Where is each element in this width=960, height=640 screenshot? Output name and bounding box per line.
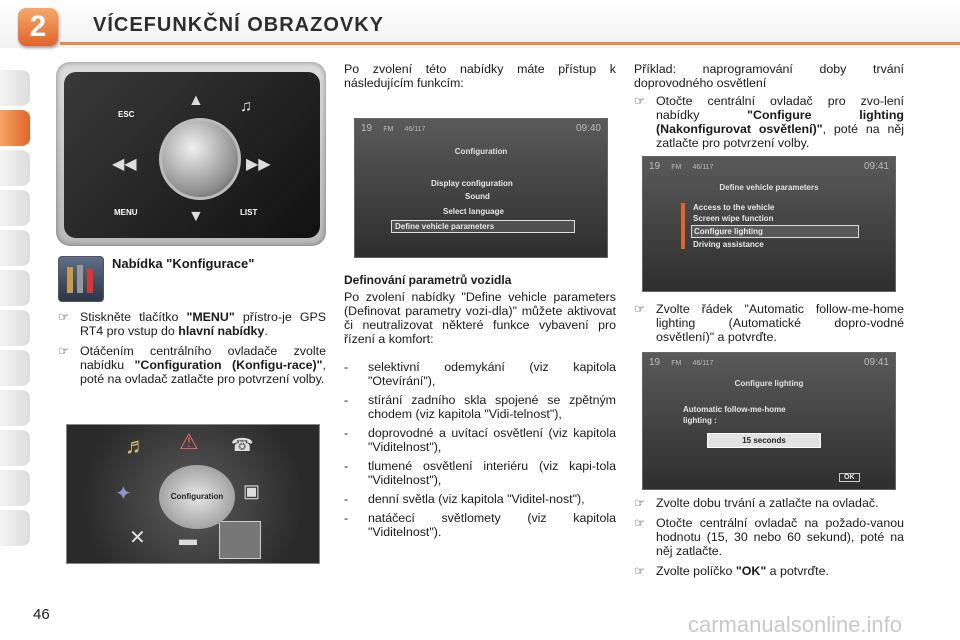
- section-heading: Nabídka "Konfigurace": [112, 256, 255, 271]
- pointing-hand-icon: ☞: [634, 496, 646, 510]
- screen-title: Configuration: [454, 147, 508, 156]
- chapter-tab[interactable]: [0, 350, 30, 386]
- screen-status-bar: 19 FM 46/117 09:40: [361, 123, 601, 134]
- rewind-icon: ◀◀: [112, 156, 137, 173]
- chapter-tab-active[interactable]: [0, 110, 30, 146]
- vehicle-parameters-screen-screenshot: [642, 156, 896, 292]
- menu-option-selected: Define vehicle parameters: [391, 220, 575, 233]
- chapter-tab[interactable]: [0, 390, 30, 426]
- menu-option: Display configuration: [431, 179, 513, 188]
- instruction-item: ☞ Stiskněte tlačítko "MENU" přístro-je GPS RT4 pro vstup do hlavní nabídky.: [58, 310, 326, 338]
- setting-label: Automatic follow-me-home: [683, 405, 786, 414]
- instruction-item: ☞ Otáčením centrálního ovladače zvolte nabídku "Configuration (Konfigu-race)", poté na ovladač zatlačte pro potvrzení volby.: [58, 344, 326, 386]
- chapter-tab[interactable]: [0, 510, 30, 546]
- chapter-badge: 2: [18, 8, 58, 46]
- left-instruction-list: [58, 310, 326, 392]
- central-dial-icon: [159, 118, 241, 200]
- instruction-item: ☞ Otočte centrální ovladač pro zvo-lení nabídky "Configure lighting (Nakonfigurovat osvětlení)", poté na něj zatlačte pro potvrzení volby.: [634, 94, 905, 150]
- header-rule: [60, 42, 960, 45]
- control-panel-photo: [56, 62, 326, 246]
- page-title: VÍCEFUNKČNÍ OBRAZOVKY: [93, 14, 385, 36]
- watermark: carmanualsonline.info: [688, 612, 903, 637]
- down-arrow-icon: ▼: [188, 208, 204, 225]
- tools-icon: ✕: [129, 527, 146, 549]
- screen-title: Configure lighting: [734, 379, 804, 388]
- music-icon: ♬: [125, 433, 147, 458]
- menu-button-label: MENU: [114, 208, 138, 217]
- function-item: - doprovodné a uvítací osvětlení (viz kapitola "Viditelnost"),: [344, 426, 616, 454]
- warning-icon: ⚠: [179, 429, 199, 454]
- page-number: 46: [33, 606, 50, 623]
- configure-lighting-screen-screenshot: [642, 352, 896, 490]
- right-instruction-list-1: [634, 94, 904, 156]
- main-menu-screenshot: [66, 424, 320, 564]
- subsection-heading: Definování parametrů vozidla: [344, 273, 512, 287]
- forward-icon: ▶▶: [246, 156, 271, 173]
- description-paragraph: Po zvolení nabídky "Define vehicle parameters (Definovat parametry vozi-dla)" můžete aktivovat či neutralizovat některé funkce vybavení pro řízení a komfort:: [344, 290, 616, 346]
- pointing-hand-icon: ☞: [634, 302, 646, 316]
- chapter-tab[interactable]: [0, 230, 30, 266]
- media-icon: ▣: [243, 481, 261, 501]
- menu-option: Screen wipe function: [693, 214, 774, 223]
- list-button-label: LIST: [240, 208, 258, 217]
- screen-status-bar: 19 FM 46/117 09:41: [649, 357, 889, 368]
- esc-button-label: ESC: [118, 110, 135, 119]
- menu-option-selected: Configure lighting: [691, 225, 859, 238]
- instruction-item: ☞ Otočte centrální ovladač na požado-vanou hodnotu (15, 30 nebo 60 sekund), poté na něj zatlačte.: [634, 516, 904, 558]
- phone-icon: ☎: [231, 435, 254, 455]
- instruction-item: ☞ Zvolte políčko "OK" a potvrďte.: [634, 564, 829, 578]
- up-arrow-icon: ▲: [188, 92, 204, 109]
- chapter-tab[interactable]: [0, 150, 30, 186]
- configuration-menu-icon: [58, 256, 104, 302]
- pointing-hand-icon: ☞: [58, 310, 70, 324]
- example-intro: Příklad: naprogramování doby trvání doprovodného osvětlení: [634, 62, 904, 90]
- function-item: - denní světla (viz kapitola "Viditel-nost"),: [344, 492, 585, 506]
- pointing-hand-icon: ☞: [634, 94, 646, 108]
- menu-center-label: Configuration: [159, 465, 235, 529]
- chapter-tab[interactable]: [0, 270, 30, 306]
- instruction-item: ☞ Zvolte dobu trvání a zatlačte na ovladač.: [634, 496, 879, 510]
- right-instruction-list-2: [634, 302, 904, 350]
- function-item: - tlumené osvětlení interiéru (viz kapi-tola "Viditelnost"),: [344, 459, 616, 487]
- function-item: - selektivní odemykání (viz kapitola "Otevírání"),: [344, 360, 616, 388]
- ok-box: OK: [839, 473, 860, 482]
- menu-option: Select language: [443, 207, 504, 216]
- setting-label: lighting :: [683, 416, 717, 425]
- chapter-tabs: [0, 70, 34, 550]
- music-note-icon: ♫: [240, 98, 252, 115]
- function-list: [344, 360, 616, 544]
- screen-title: Define vehicle parameters: [719, 183, 819, 192]
- screen-status-bar: 19 FM 46/117 09:41: [649, 161, 889, 172]
- chapter-tab[interactable]: [0, 70, 30, 106]
- pointing-hand-icon: ☞: [58, 344, 70, 358]
- intro-text: Po zvolení této nabídky máte přístup k následujícím funkcím:: [344, 62, 616, 90]
- pointing-hand-icon: ☞: [634, 564, 646, 578]
- function-item: - stírání zadního skla spojené se zpětným chodem (viz kapitola "Vidi-telnost"),: [344, 393, 616, 421]
- duration-value-field: 15 seconds: [707, 433, 821, 448]
- control-panel-face: [64, 72, 320, 238]
- instruction-item: ☞ Zvolte řádek "Automatic follow-me-home lighting (Automatické dopro-vodné osvětlení)" a potvrďte.: [634, 302, 904, 344]
- chapter-tab[interactable]: [0, 430, 30, 466]
- function-item: - natáčecí světlomety (viz kapitola "Viditelnost").: [344, 511, 616, 539]
- chapter-tab[interactable]: [0, 310, 30, 346]
- selection-bar: [681, 203, 685, 249]
- navigation-icon: ✦: [115, 483, 132, 505]
- menu-option: Access to the vehicle: [693, 203, 775, 212]
- configuration-icon-selected: [219, 521, 261, 559]
- vehicle-icon: ▬: [179, 529, 197, 549]
- right-instruction-list-3: [634, 496, 904, 584]
- chapter-tab[interactable]: [0, 190, 30, 226]
- menu-option: Sound: [465, 192, 490, 201]
- chapter-tab[interactable]: [0, 470, 30, 506]
- pointing-hand-icon: ☞: [634, 516, 646, 530]
- menu-option: Driving assistance: [693, 240, 764, 249]
- configuration-screen-screenshot: [354, 118, 608, 258]
